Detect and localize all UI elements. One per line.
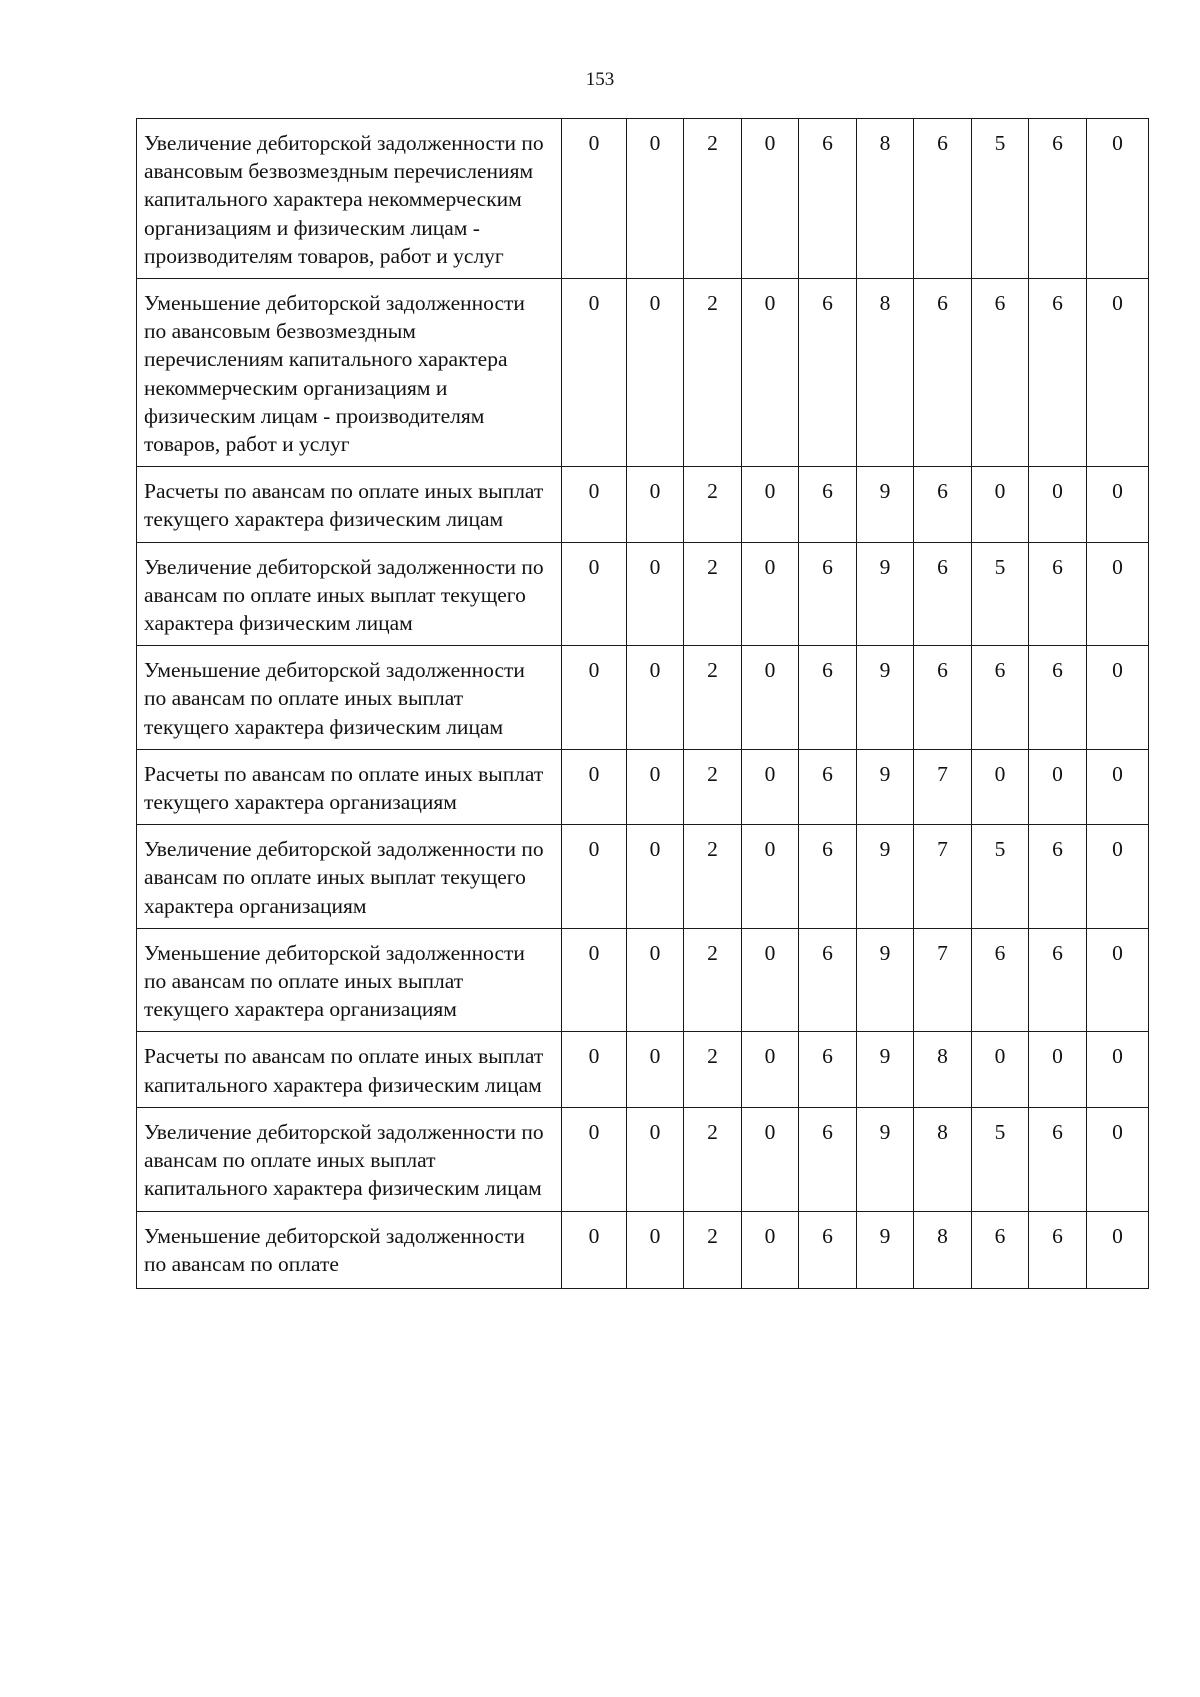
code-digit-cell: 0 (562, 825, 627, 929)
code-digit-cell: 9 (857, 542, 914, 646)
code-digit-cell: 9 (857, 1032, 914, 1107)
code-digit-cell: 2 (684, 749, 742, 824)
table-row (137, 467, 1149, 542)
code-digit-cell: 0 (1029, 467, 1087, 542)
code-digit-cell: 2 (684, 825, 742, 929)
code-digit-cell: 2 (684, 1211, 742, 1288)
code-digit-cell: 9 (857, 928, 914, 1032)
table-row (137, 542, 1149, 646)
code-digit-cell: 0 (1029, 1032, 1087, 1107)
code-digit-cell: 6 (1029, 119, 1087, 279)
row-description: Уменьшение дебиторской задолженности по авансам по оплате иных выплат текущего характера физическим лицам (137, 646, 562, 750)
code-digit-cell: 6 (972, 646, 1029, 750)
row-description: Уменьшение дебиторской задолженности по авансам по оплате иных выплат текущего характера организациям (137, 928, 562, 1032)
code-digit-cell: 0 (1087, 646, 1149, 750)
page-number: 153 (585, 69, 615, 90)
code-digit-cell: 0 (742, 1211, 799, 1288)
code-digit-cell: 6 (1029, 279, 1087, 467)
code-digit-cell: 6 (799, 279, 857, 467)
code-digit-cell: 0 (742, 279, 799, 467)
code-digit-cell: 8 (914, 1107, 972, 1211)
code-digit-cell: 0 (562, 119, 627, 279)
code-digit-cell: 0 (742, 749, 799, 824)
code-digit-cell: 0 (562, 1211, 627, 1288)
row-description: Уменьшение дебиторской задолженности по авансам по оплате (137, 1211, 562, 1288)
code-digit-cell: 2 (684, 119, 742, 279)
code-digit-cell: 0 (562, 749, 627, 824)
code-digit-cell: 6 (799, 119, 857, 279)
row-description: Увеличение дебиторской задолженности по авансам по оплате иных выплат текущего характера организациям (137, 825, 562, 929)
code-digit-cell: 0 (742, 928, 799, 1032)
code-digit-cell: 8 (857, 279, 914, 467)
code-digit-cell: 6 (799, 646, 857, 750)
table-row (137, 749, 1149, 824)
code-digit-cell: 6 (799, 749, 857, 824)
code-digit-cell: 6 (1029, 825, 1087, 929)
code-digit-cell: 8 (914, 1211, 972, 1288)
code-digit-cell: 0 (1087, 1211, 1149, 1288)
code-digit-cell: 0 (627, 467, 684, 542)
table-row (137, 646, 1149, 750)
code-digit-cell: 9 (857, 1211, 914, 1288)
code-digit-cell: 8 (914, 1032, 972, 1107)
code-digit-cell: 6 (799, 1032, 857, 1107)
code-digit-cell: 2 (684, 542, 742, 646)
code-digit-cell: 9 (857, 467, 914, 542)
code-digit-cell: 0 (562, 1032, 627, 1107)
code-digit-cell: 0 (742, 1032, 799, 1107)
code-digit-cell: 6 (799, 467, 857, 542)
code-digit-cell: 0 (972, 749, 1029, 824)
code-digit-cell: 8 (857, 119, 914, 279)
code-digit-cell: 0 (972, 1032, 1029, 1107)
code-digit-cell: 0 (742, 825, 799, 929)
table-row (137, 1032, 1149, 1107)
table-row (137, 279, 1149, 467)
code-digit-cell: 0 (1087, 467, 1149, 542)
code-digit-cell: 0 (627, 928, 684, 1032)
code-digit-cell: 2 (684, 646, 742, 750)
table-body (137, 119, 1149, 1289)
code-digit-cell: 6 (799, 1211, 857, 1288)
code-digit-cell: 6 (1029, 928, 1087, 1032)
code-digit-cell: 9 (857, 825, 914, 929)
code-digit-cell: 0 (1087, 749, 1149, 824)
code-digit-cell: 0 (562, 928, 627, 1032)
code-digit-cell: 0 (562, 542, 627, 646)
row-description: Увеличение дебиторской задолженности по авансам по оплате иных выплат текущего характера физическим лицам (137, 542, 562, 646)
code-digit-cell: 0 (742, 542, 799, 646)
code-digit-cell: 7 (914, 749, 972, 824)
code-digit-cell: 6 (914, 646, 972, 750)
code-digit-cell: 0 (562, 467, 627, 542)
code-digit-cell: 0 (1087, 1107, 1149, 1211)
code-digit-cell: 0 (627, 825, 684, 929)
code-digit-cell: 0 (562, 279, 627, 467)
code-digit-cell: 0 (627, 646, 684, 750)
code-digit-cell: 0 (627, 119, 684, 279)
code-digit-cell: 0 (742, 467, 799, 542)
code-digit-cell: 5 (972, 1107, 1029, 1211)
code-digit-cell: 5 (972, 119, 1029, 279)
code-digit-cell: 0 (627, 1107, 684, 1211)
code-digit-cell: 7 (914, 825, 972, 929)
code-digit-cell: 5 (972, 542, 1029, 646)
table-row (137, 1211, 1149, 1288)
code-digit-cell: 9 (857, 646, 914, 750)
code-digit-cell: 0 (1087, 279, 1149, 467)
code-digit-cell: 0 (627, 749, 684, 824)
code-digit-cell: 0 (1087, 1032, 1149, 1107)
code-digit-cell: 6 (972, 1211, 1029, 1288)
code-digit-cell: 0 (972, 467, 1029, 542)
code-digit-cell: 2 (684, 1107, 742, 1211)
code-digit-cell: 0 (627, 542, 684, 646)
code-digit-cell: 0 (627, 279, 684, 467)
code-digit-cell: 2 (684, 467, 742, 542)
code-digit-cell: 6 (972, 928, 1029, 1032)
row-description: Увеличение дебиторской задолженности по авансам по оплате иных выплат капитального характера физическим лицам (137, 1107, 562, 1211)
code-digit-cell: 6 (1029, 1107, 1087, 1211)
code-digit-cell: 6 (1029, 646, 1087, 750)
code-digit-cell: 0 (742, 646, 799, 750)
code-digit-cell: 6 (914, 467, 972, 542)
code-digit-cell: 0 (1087, 825, 1149, 929)
code-digit-cell: 6 (799, 542, 857, 646)
code-digit-cell: 6 (972, 279, 1029, 467)
code-digit-cell: 6 (914, 119, 972, 279)
row-description: Расчеты по авансам по оплате иных выплат текущего характера физическим лицам (137, 467, 562, 542)
code-digit-cell: 6 (799, 825, 857, 929)
code-digit-cell: 6 (914, 542, 972, 646)
code-digit-cell: 0 (627, 1032, 684, 1107)
table-row (137, 928, 1149, 1032)
code-digit-cell: 2 (684, 1032, 742, 1107)
code-digit-cell: 0 (1087, 542, 1149, 646)
code-digit-cell: 6 (1029, 1211, 1087, 1288)
table-row (137, 1107, 1149, 1211)
code-digit-cell: 7 (914, 928, 972, 1032)
row-description: Расчеты по авансам по оплате иных выплат текущего характера организациям (137, 749, 562, 824)
row-description: Увеличение дебиторской задолженности по авансовым безвозмездным перечислениям капитального характера некоммерческим организациям и физическим лицам - производителям товаров, работ и услуг (137, 119, 562, 279)
code-digit-cell: 0 (1029, 749, 1087, 824)
code-digit-cell: 0 (627, 1211, 684, 1288)
code-digit-cell: 6 (1029, 542, 1087, 646)
row-description: Расчеты по авансам по оплате иных выплат капитального характера физическим лицам (137, 1032, 562, 1107)
code-digit-cell: 0 (742, 119, 799, 279)
code-digit-cell: 0 (1087, 119, 1149, 279)
code-digit-cell: 0 (562, 1107, 627, 1211)
row-description: Уменьшение дебиторской задолженности по авансовым безвозмездным перечислениям капитального характера некоммерческим организациям и физическим лицам - производителям товаров, работ и услуг (137, 279, 562, 467)
code-digit-cell: 6 (799, 1107, 857, 1211)
code-digit-cell: 9 (857, 749, 914, 824)
code-digit-cell: 6 (799, 928, 857, 1032)
code-digit-cell: 0 (1087, 928, 1149, 1032)
table-row (137, 119, 1149, 279)
code-digit-cell: 5 (972, 825, 1029, 929)
code-digit-cell: 0 (742, 1107, 799, 1211)
account-codes-table (136, 118, 1149, 1289)
code-digit-cell: 2 (684, 279, 742, 467)
code-digit-cell: 2 (684, 928, 742, 1032)
code-digit-cell: 0 (562, 646, 627, 750)
code-digit-cell: 9 (857, 1107, 914, 1211)
code-digit-cell: 6 (914, 279, 972, 467)
table-row (137, 825, 1149, 929)
